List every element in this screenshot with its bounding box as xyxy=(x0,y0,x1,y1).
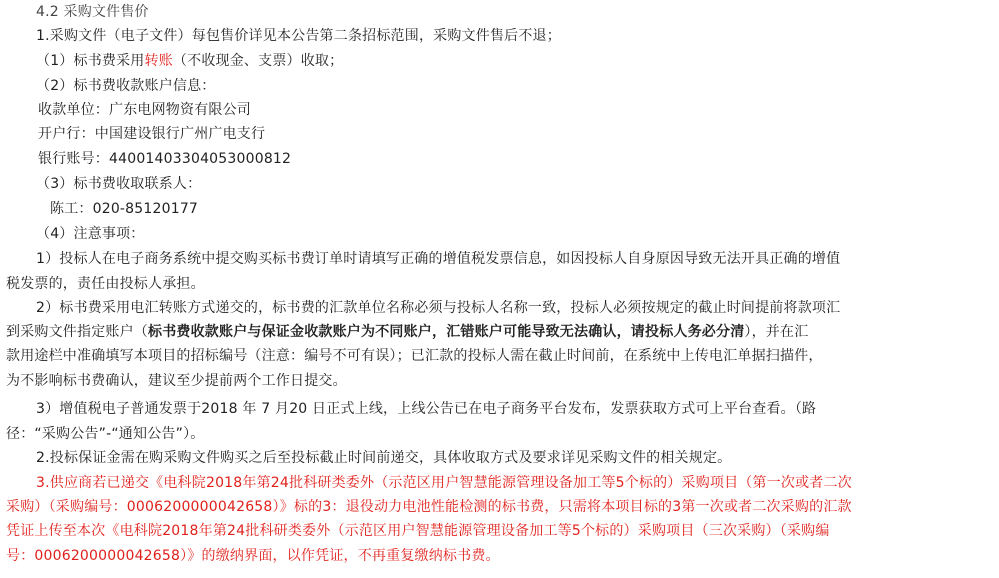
item-3-line-2: 采购）（采购编号：0006200000042658）》标的3：退役动力电池性能检测的标书费，只需将本项目标的3第一次或者二次采购的汇款 xyxy=(6,499,852,515)
bank-line: 开户行：中国建设银行广州广电支行 xyxy=(38,126,266,142)
item-1-1-suffix: （不收现金、支票）收取； xyxy=(172,53,344,69)
item-3-line-4: 号：0006200000042658）》的缴纳界面，以作凭证，不再重复缴纳标书费。 xyxy=(6,548,500,564)
item-1-1 xyxy=(36,51,343,71)
note-2-line-3: 款用途栏中准确填写本项目的招标编号（注意：编号不可有误）；已汇款的投标人需在截止时间前，在系统中上传电汇单据扫描件， xyxy=(6,348,823,364)
item-3-line-3: 凭证上传至本次《电科院2018年第24批科研类委外（示范区用户智慧能源管理设备加工等5个标的）采购项目（三次采购）（采购编 xyxy=(6,523,830,539)
note-2-prefix: 到采购文件指定账户（ xyxy=(6,324,148,340)
note-2-line-4: 为不影响标书费确认，建议至少提前两个工作日提交。 xyxy=(6,373,347,389)
item-3-line-1: 3.供应商若已递交《电科院2018年第24批科研类委外（示范区用户智慧能源管理设备加工等5个标的）采购项目（第一次或者二次 xyxy=(36,475,852,491)
item-1: 1.采购文件（电子文件）每包售价详见本公告第二条招标范围，采购文件售后不退； xyxy=(36,28,561,44)
transfer-highlight: 转账 xyxy=(144,53,173,69)
payee-line: 收款单位：广东电网物资有限公司 xyxy=(38,102,251,118)
item-1-1-prefix: （1）标书费采用 xyxy=(36,53,145,69)
note-3-line-2: 径：“采购公告”-“通知公告”）。 xyxy=(6,426,205,442)
note-2-line-2 xyxy=(6,322,808,342)
item-1-3: （3）标书费收取联系人： xyxy=(36,176,202,192)
item-2: 2.投标保证金需在购采购文件购买之后至投标截止时间前递交，具体收取方式及要求详见采购文件的相关规定。 xyxy=(36,450,732,466)
note-1-line-1: 1）投标人在电子商务系统中提交购买标书费订单时请填写正确的增值税发票信息，如因投标人自身原因导致无法开具正确的增值 xyxy=(36,251,841,267)
account-warning: 标书费收款账户与保证金收款账户为不同账户，汇错账户可能导致无法确认，请投标人务必分清 xyxy=(148,324,745,340)
item-1-4: （4）注意事项： xyxy=(36,226,145,242)
contact-line: 陈工：020-85120177 xyxy=(50,201,199,217)
note-3-line-1: 3）增值税电子普通发票于2018 年 7 月20 日正式上线，上线公告已在电子商务平台发布，发票获取方式可上平台查看。（路 xyxy=(36,401,817,417)
note-2-suffix: ），并在汇 xyxy=(744,324,809,340)
section-heading: 4.2 采购文件售价 xyxy=(36,4,149,20)
note-1-line-2: 税发票的，责任由投标人承担。 xyxy=(6,276,205,292)
item-1-2: （2）标书费收款账户信息： xyxy=(36,78,216,94)
account-line: 银行账号：44001403304053000812 xyxy=(38,151,292,167)
note-2-line-1: 2）标书费采用电汇转账方式递交的，标书费的汇款单位名称必须与投标人名称一致，投标人必须按规定的截止时间提前将款项汇 xyxy=(36,300,841,316)
